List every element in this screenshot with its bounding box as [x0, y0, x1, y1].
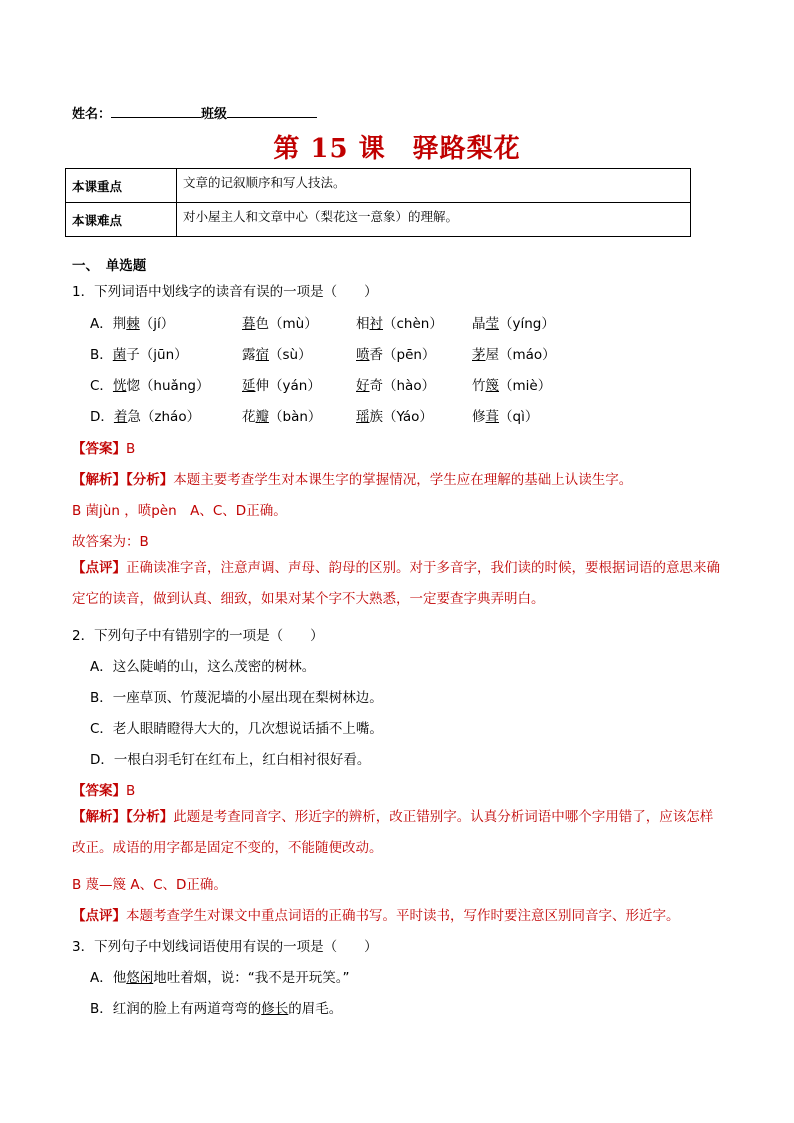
- option-text: 晶: [472, 316, 486, 332]
- q3-a-underlined: 悠闲: [126, 970, 154, 986]
- option-text: 色（mù）: [255, 316, 318, 332]
- q2-analysis: [72, 802, 722, 864]
- q1-option-item: [472, 405, 538, 425]
- underlined-char: 着: [113, 409, 128, 425]
- difficulty-content: 对小屋主人和文章中心（梨花这一意象）的理解。: [177, 203, 691, 237]
- underlined-char: 好: [356, 378, 370, 394]
- q1-option-item: [472, 374, 551, 394]
- q1-option-item: [356, 374, 435, 394]
- q2-stem: 2．下列句子中有错别字的一项是（ ）: [72, 628, 324, 644]
- q3-b-pre: B．红润的脸上有两道弯弯的: [90, 1001, 262, 1017]
- q1-option-item: [242, 343, 312, 363]
- q3-a-post: 地吐着烟，说：“我不是开玩笑。”: [153, 970, 350, 986]
- analysis-text: 本题主要考查学生对本课生字的掌握情况，学生应在理解的基础上认读生字。: [173, 472, 633, 488]
- focus-table: [65, 168, 691, 237]
- option-text: 奇（hào）: [369, 378, 436, 394]
- option-text: （yíng）: [499, 316, 555, 332]
- q3-a-pre: A．他: [90, 970, 127, 986]
- option-text: （jí）: [139, 316, 175, 332]
- q1-answer: [72, 437, 135, 457]
- q3-b-underlined: 修长: [261, 1001, 289, 1017]
- answer-value: B: [126, 441, 136, 457]
- q1-option-item: [356, 405, 433, 425]
- q1-analysis-detail: B 菌jùn ，喷pèn A、C、D正确。: [72, 503, 287, 519]
- underlined-char: 棘: [126, 316, 140, 332]
- analysis-tag: 【解析】【分析】: [72, 809, 174, 825]
- comment-tag: 【点评】: [72, 560, 126, 576]
- q1-analysis: [72, 468, 632, 488]
- difficulty-label: 本课难点: [66, 203, 177, 237]
- q2-comment: [72, 904, 680, 924]
- q1-option-item: [472, 343, 556, 363]
- q2-analysis-detail: B 蔑—篾 A、C、D正确。: [72, 877, 227, 893]
- option-text: 相: [356, 316, 370, 332]
- option-text: 急（zháo）: [127, 409, 201, 425]
- comment-tag: 【点评】: [72, 908, 126, 924]
- q2-option-c: C．老人眼睛瞪得大大的，几次想说话插不上嘴。: [90, 721, 383, 737]
- option-text: 惚（huǎng）: [126, 378, 210, 394]
- q1-option-item: [90, 405, 200, 425]
- table-row: [66, 169, 691, 203]
- underlined-char: 莹: [485, 316, 499, 332]
- underlined-char: 瑶: [356, 409, 370, 425]
- q1-conclusion: 故答案为：B: [72, 534, 149, 550]
- q2-answer: [72, 779, 135, 799]
- answer-value: B: [126, 783, 136, 799]
- option-text: （bàn）: [269, 409, 322, 425]
- q1-stem: 1．下列词语中划线字的读音有误的一项是（ ）: [72, 284, 378, 300]
- q2-option-b: B．一座草顶、竹蔑泥墙的小屋出现在梨树林边。: [90, 690, 383, 706]
- q1-option-item: [90, 343, 188, 363]
- option-text: 族（Yáo）: [369, 409, 433, 425]
- q2-option-a: A．这么陡峭的山，这么茂密的树林。: [90, 659, 316, 675]
- q3-b-post: 的眉毛。: [288, 1001, 343, 1017]
- q1-option-item: [242, 312, 318, 332]
- q1-option-item: [472, 312, 555, 332]
- option-text: （miè）: [499, 378, 552, 394]
- underlined-char: 葺: [485, 409, 499, 425]
- underlined-char: 延: [242, 378, 256, 394]
- q1-option-item: [356, 343, 435, 363]
- table-row: [66, 203, 691, 237]
- q3-option-a: [90, 966, 350, 986]
- class-blank[interactable]: [227, 105, 317, 118]
- underlined-char: 暮: [242, 316, 256, 332]
- option-text: 修: [472, 409, 486, 425]
- underlined-char: 瓣: [255, 409, 269, 425]
- q3-stem: 3．下列句子中划线词语使用有误的一项是（ ）: [72, 939, 378, 955]
- option-text: B．: [90, 347, 113, 363]
- q1-option-item: [356, 312, 443, 332]
- option-text: A．荆: [90, 316, 127, 332]
- analysis-tag: 【解析】【分析】: [72, 472, 174, 488]
- name-class-line: [72, 103, 317, 122]
- option-text: 伸（yán）: [255, 378, 321, 394]
- name-label: 姓名：: [72, 107, 112, 122]
- q1-comment: [72, 553, 722, 615]
- option-text: C．: [90, 378, 113, 394]
- underlined-char: 宿: [255, 347, 269, 363]
- name-blank[interactable]: [111, 105, 201, 118]
- q1-option-item: [90, 312, 174, 332]
- option-text: （chèn）: [383, 316, 443, 332]
- underlined-char: 篾: [485, 378, 499, 394]
- class-label: 班级: [201, 107, 228, 122]
- q3-option-b: [90, 997, 342, 1017]
- answer-tag: 【答案】: [72, 441, 126, 457]
- focus-content: 文章的记叙顺序和写人技法。: [177, 169, 691, 203]
- comment-text: 本题考查学生对课文中重点词语的正确书写。平时读书，写作时要注意区别同音字、形近字。: [126, 908, 680, 924]
- comment-text: 正确读准字音，注意声调、声母、韵母的区别。对于多音字，我们读的时候，要根据词语的意思来确定它的读音，做到认真、细致，如果对某个字不大熟悉，一定要查字典弄明白。: [72, 560, 720, 607]
- option-text: 子（jūn）: [126, 347, 188, 363]
- underlined-char: 茅: [472, 347, 486, 363]
- q2-option-d: D．一根白羽毛钉在红布上，红白相衬很好看。: [90, 752, 371, 768]
- underlined-char: 喷: [356, 347, 370, 363]
- analysis-text: 此题是考查同音字、形近字的辨析，改正错别字。认真分析词语中哪个字用错了，应该怎样改正。成语的用字都是固定不变的，不能随便改动。: [72, 809, 714, 856]
- answer-tag: 【答案】: [72, 783, 126, 799]
- option-text: 花: [242, 409, 256, 425]
- focus-label: 本课重点: [66, 169, 177, 203]
- option-text: 香（pēn）: [369, 347, 436, 363]
- option-text: 屋（máo）: [485, 347, 556, 363]
- option-text: 竹: [472, 378, 486, 394]
- q1-option-item: [90, 374, 209, 394]
- q1-option-item: [242, 405, 321, 425]
- page-title: 第 15 课 驿路梨花: [273, 134, 521, 164]
- option-text: 露: [242, 347, 256, 363]
- section-heading: 一、 单选题: [72, 258, 147, 274]
- underlined-char: 衬: [369, 316, 383, 332]
- underlined-char: 菌: [112, 347, 127, 363]
- option-text: （qì）: [499, 409, 539, 425]
- q1-option-item: [242, 374, 321, 394]
- underlined-char: 恍: [112, 378, 127, 394]
- option-text: （sù）: [269, 347, 312, 363]
- option-text: D．: [90, 409, 114, 425]
